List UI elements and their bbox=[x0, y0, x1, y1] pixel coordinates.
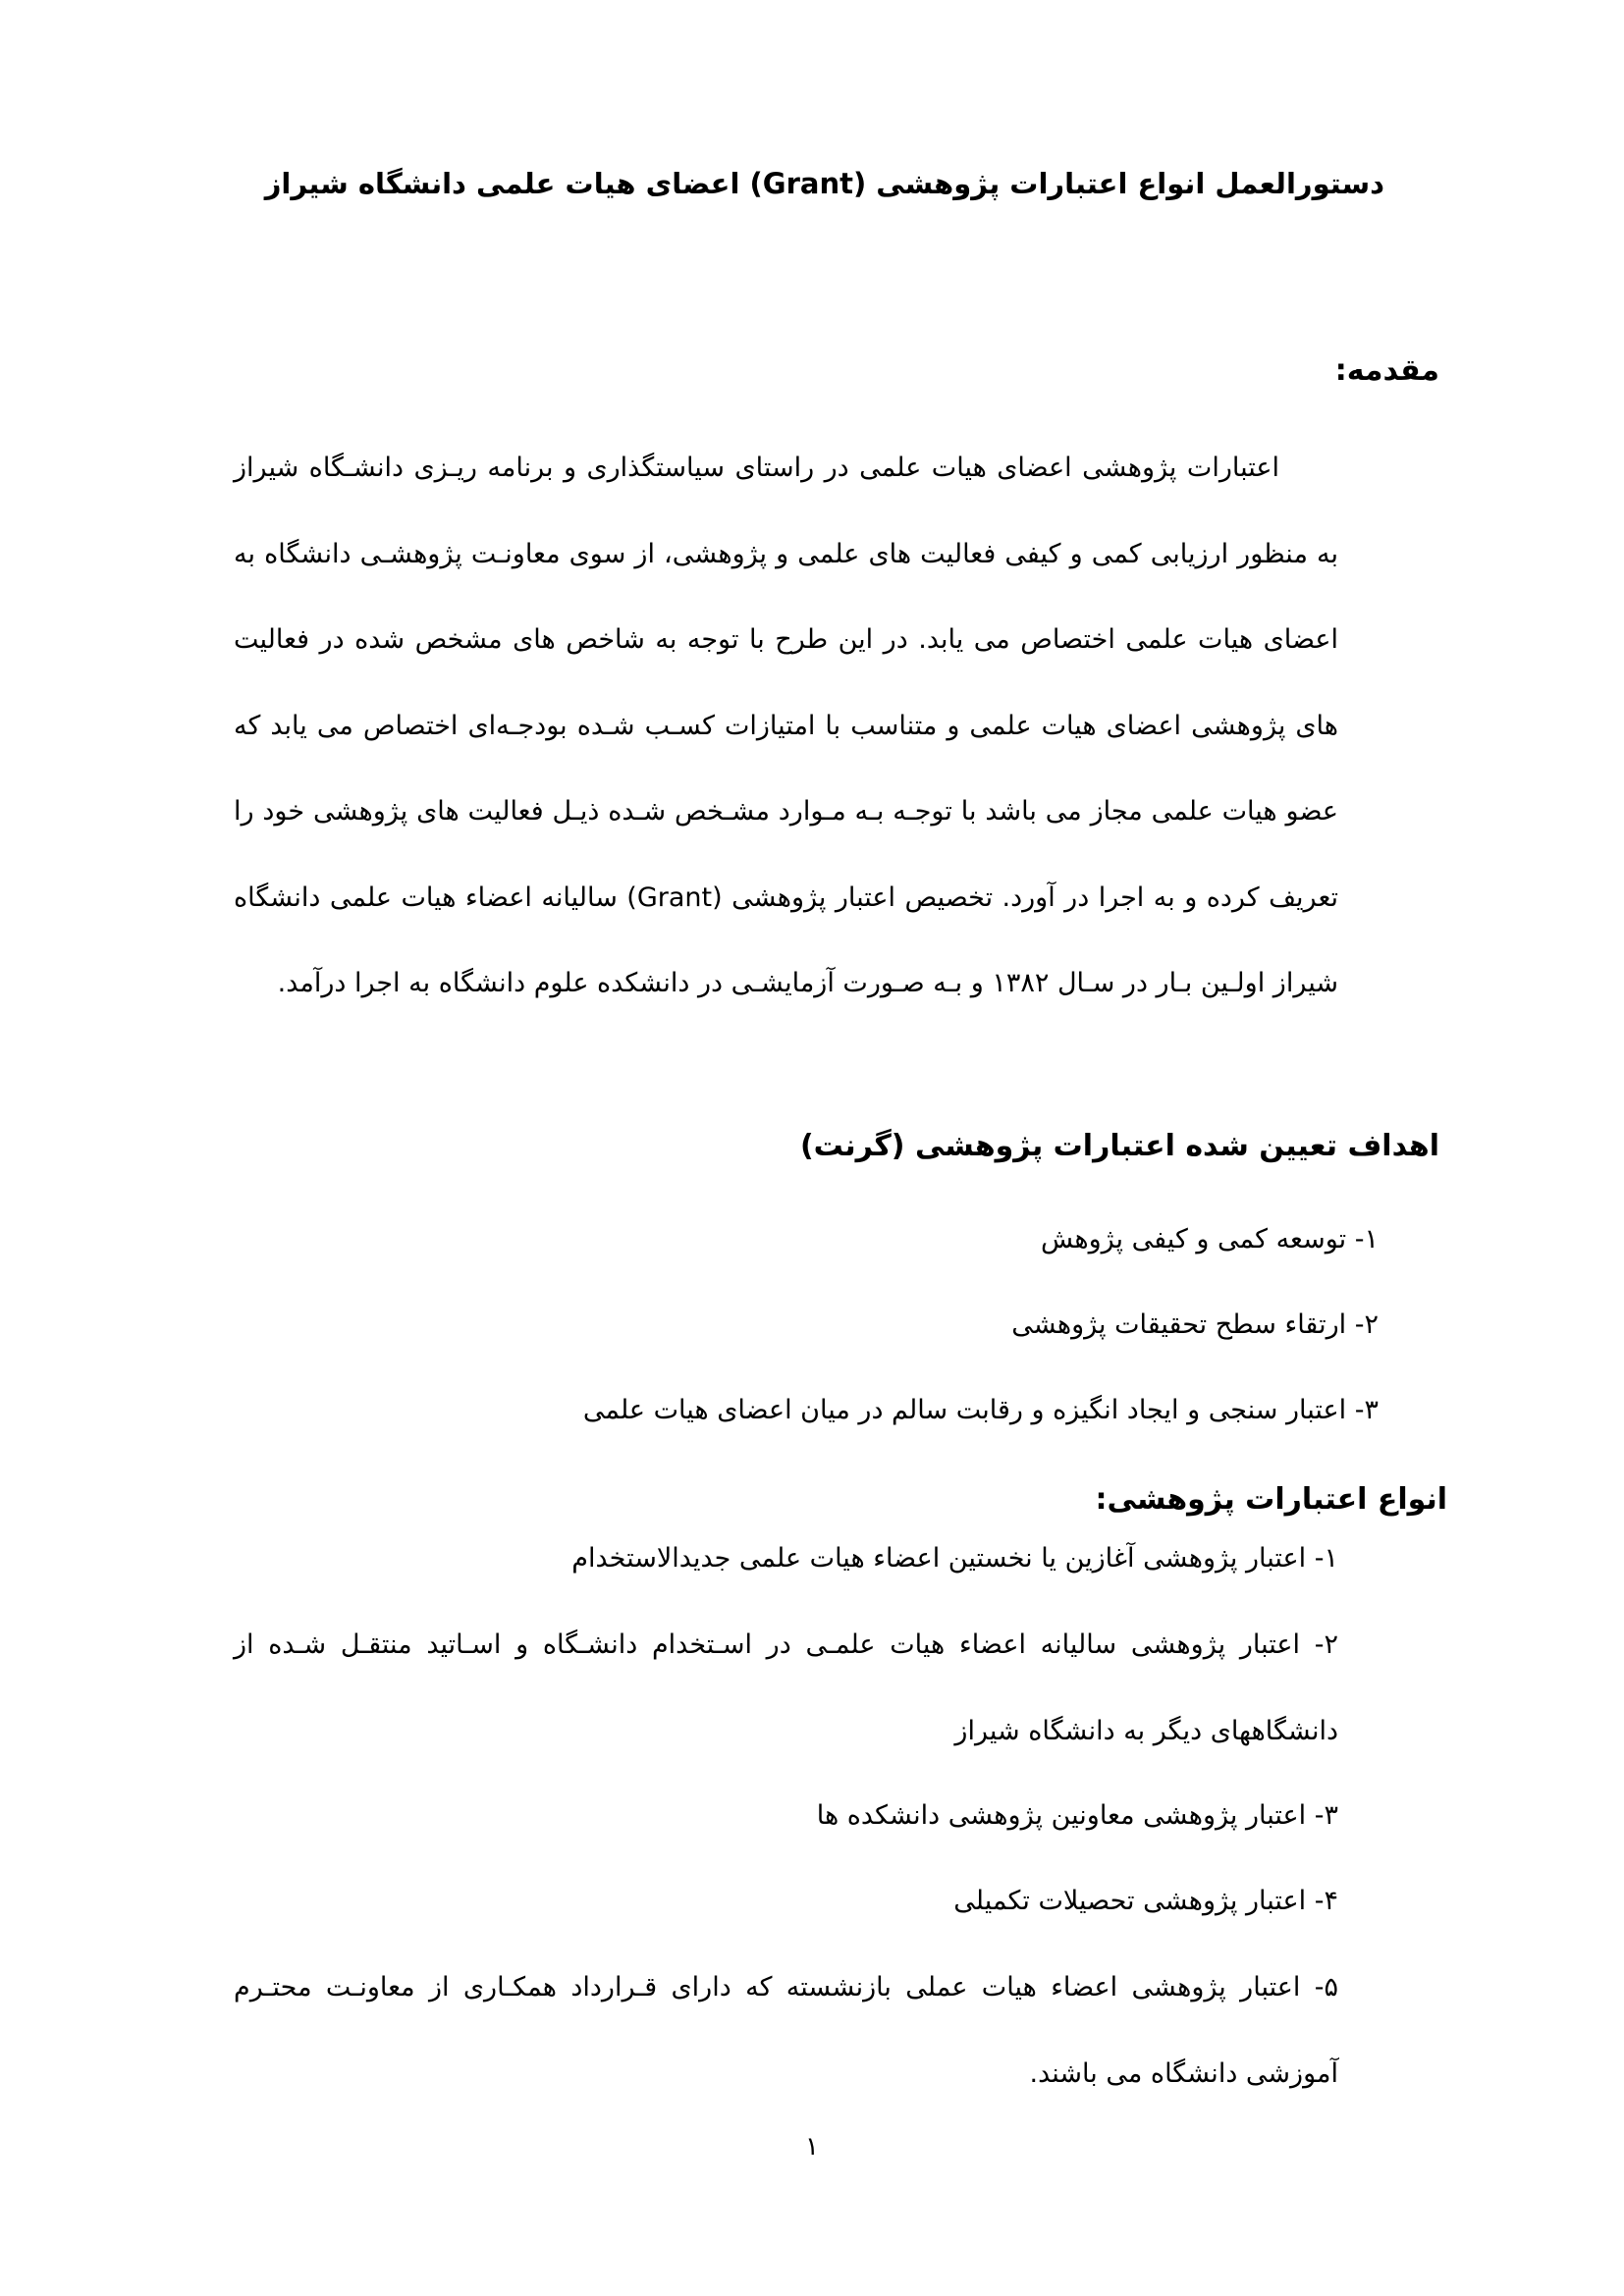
intro-paragraph-text: اعتبارات پژوهشی اعضای هیات علمی در راستای سیاستگذاری و برنامه ریـزی دانشـگاه شیراز به منظور ارزیابی کمی و کیفی فعالیت های علمی و پژوهشی، از سوی معاونـت پژوهشـی دانشگاه به اعضای هیات علمی اختصاص می یابد. در این طرح با توجه به شاخص های مشخص شده در فعالیت های پژوهشی اعضای هیات علمی و متناسب با امتیازات کسـب شـده بودجـه‌ای اختصاص می یابد که عضو هیات علمی مجاز می باشد با توجـه بـه مـوارد مشـخص شـده ذیـل فعالیت های پژوهشی خود را تعریف کرده و به اجرا در آورد. تخصیص اعتبار پژوهشی (Grant) سالیانه اعضاء هیات علمی دانشگاه شیراز اولـین بـار در سـال ۱۳۸۲ و بـه صـورت آزمایشـی در دانشکده علوم دانشگاه به اجرا درآمد. bbox=[234, 453, 1338, 998]
type-item-3: ۳- اعتبار پژوهشی معاونین پژوهشی دانشکده ها bbox=[816, 1800, 1338, 1831]
type-item-1: ۱- اعتبار پژوهشی آغازین یا نخستین اعضاء هیات علمی جدیدالاستخدام bbox=[571, 1543, 1338, 1574]
type-item-4: ۴- اعتبار پژوهشی تحصیلات تکمیلی bbox=[953, 1886, 1338, 1916]
type-item-5: ۵- اعتبار پژوهشی اعضاء هیات عملی بازنشسته که دارای قـرارداد همکـاری از معاونـت محتـرم آموزشی دانشگاه می باشند. bbox=[234, 1972, 1338, 2089]
document-title: دستورالعمل انواع اعتبارات پژوهشی (Grant) اعضای هیات علمی دانشگاه شیراز bbox=[264, 167, 1384, 200]
intro-paragraph bbox=[234, 425, 1338, 1027]
type-item-2: ۲- اعتبار پژوهشی سالیانه اعضاء هیات علمـی در اسـتخدام دانشـگاه و اسـاتید منتقـل شـده از دانشگاههای دیگر به دانشگاه شیراز bbox=[234, 1629, 1338, 1746]
goal-item-3: ۳- اعتبار سنجی و ایجاد انگیزه و رقابت سالم در میان اعضای هیات علمی bbox=[582, 1395, 1379, 1425]
goals-heading: اهداف تعیین شده اعتبارات پژوهشی (گرنت) bbox=[799, 1129, 1439, 1163]
goal-item-2: ۲- ارتقاء سطح تحقیقات پژوهشی bbox=[1011, 1309, 1379, 1340]
types-heading: انواع اعتبارات پژوهشی: bbox=[1095, 1482, 1447, 1517]
goal-item-1: ۱- توسعه کمی و کیفی پژوهش bbox=[1040, 1224, 1379, 1255]
page-number: ۱ bbox=[805, 2132, 819, 2162]
intro-heading: مقدمه: bbox=[1334, 353, 1439, 388]
